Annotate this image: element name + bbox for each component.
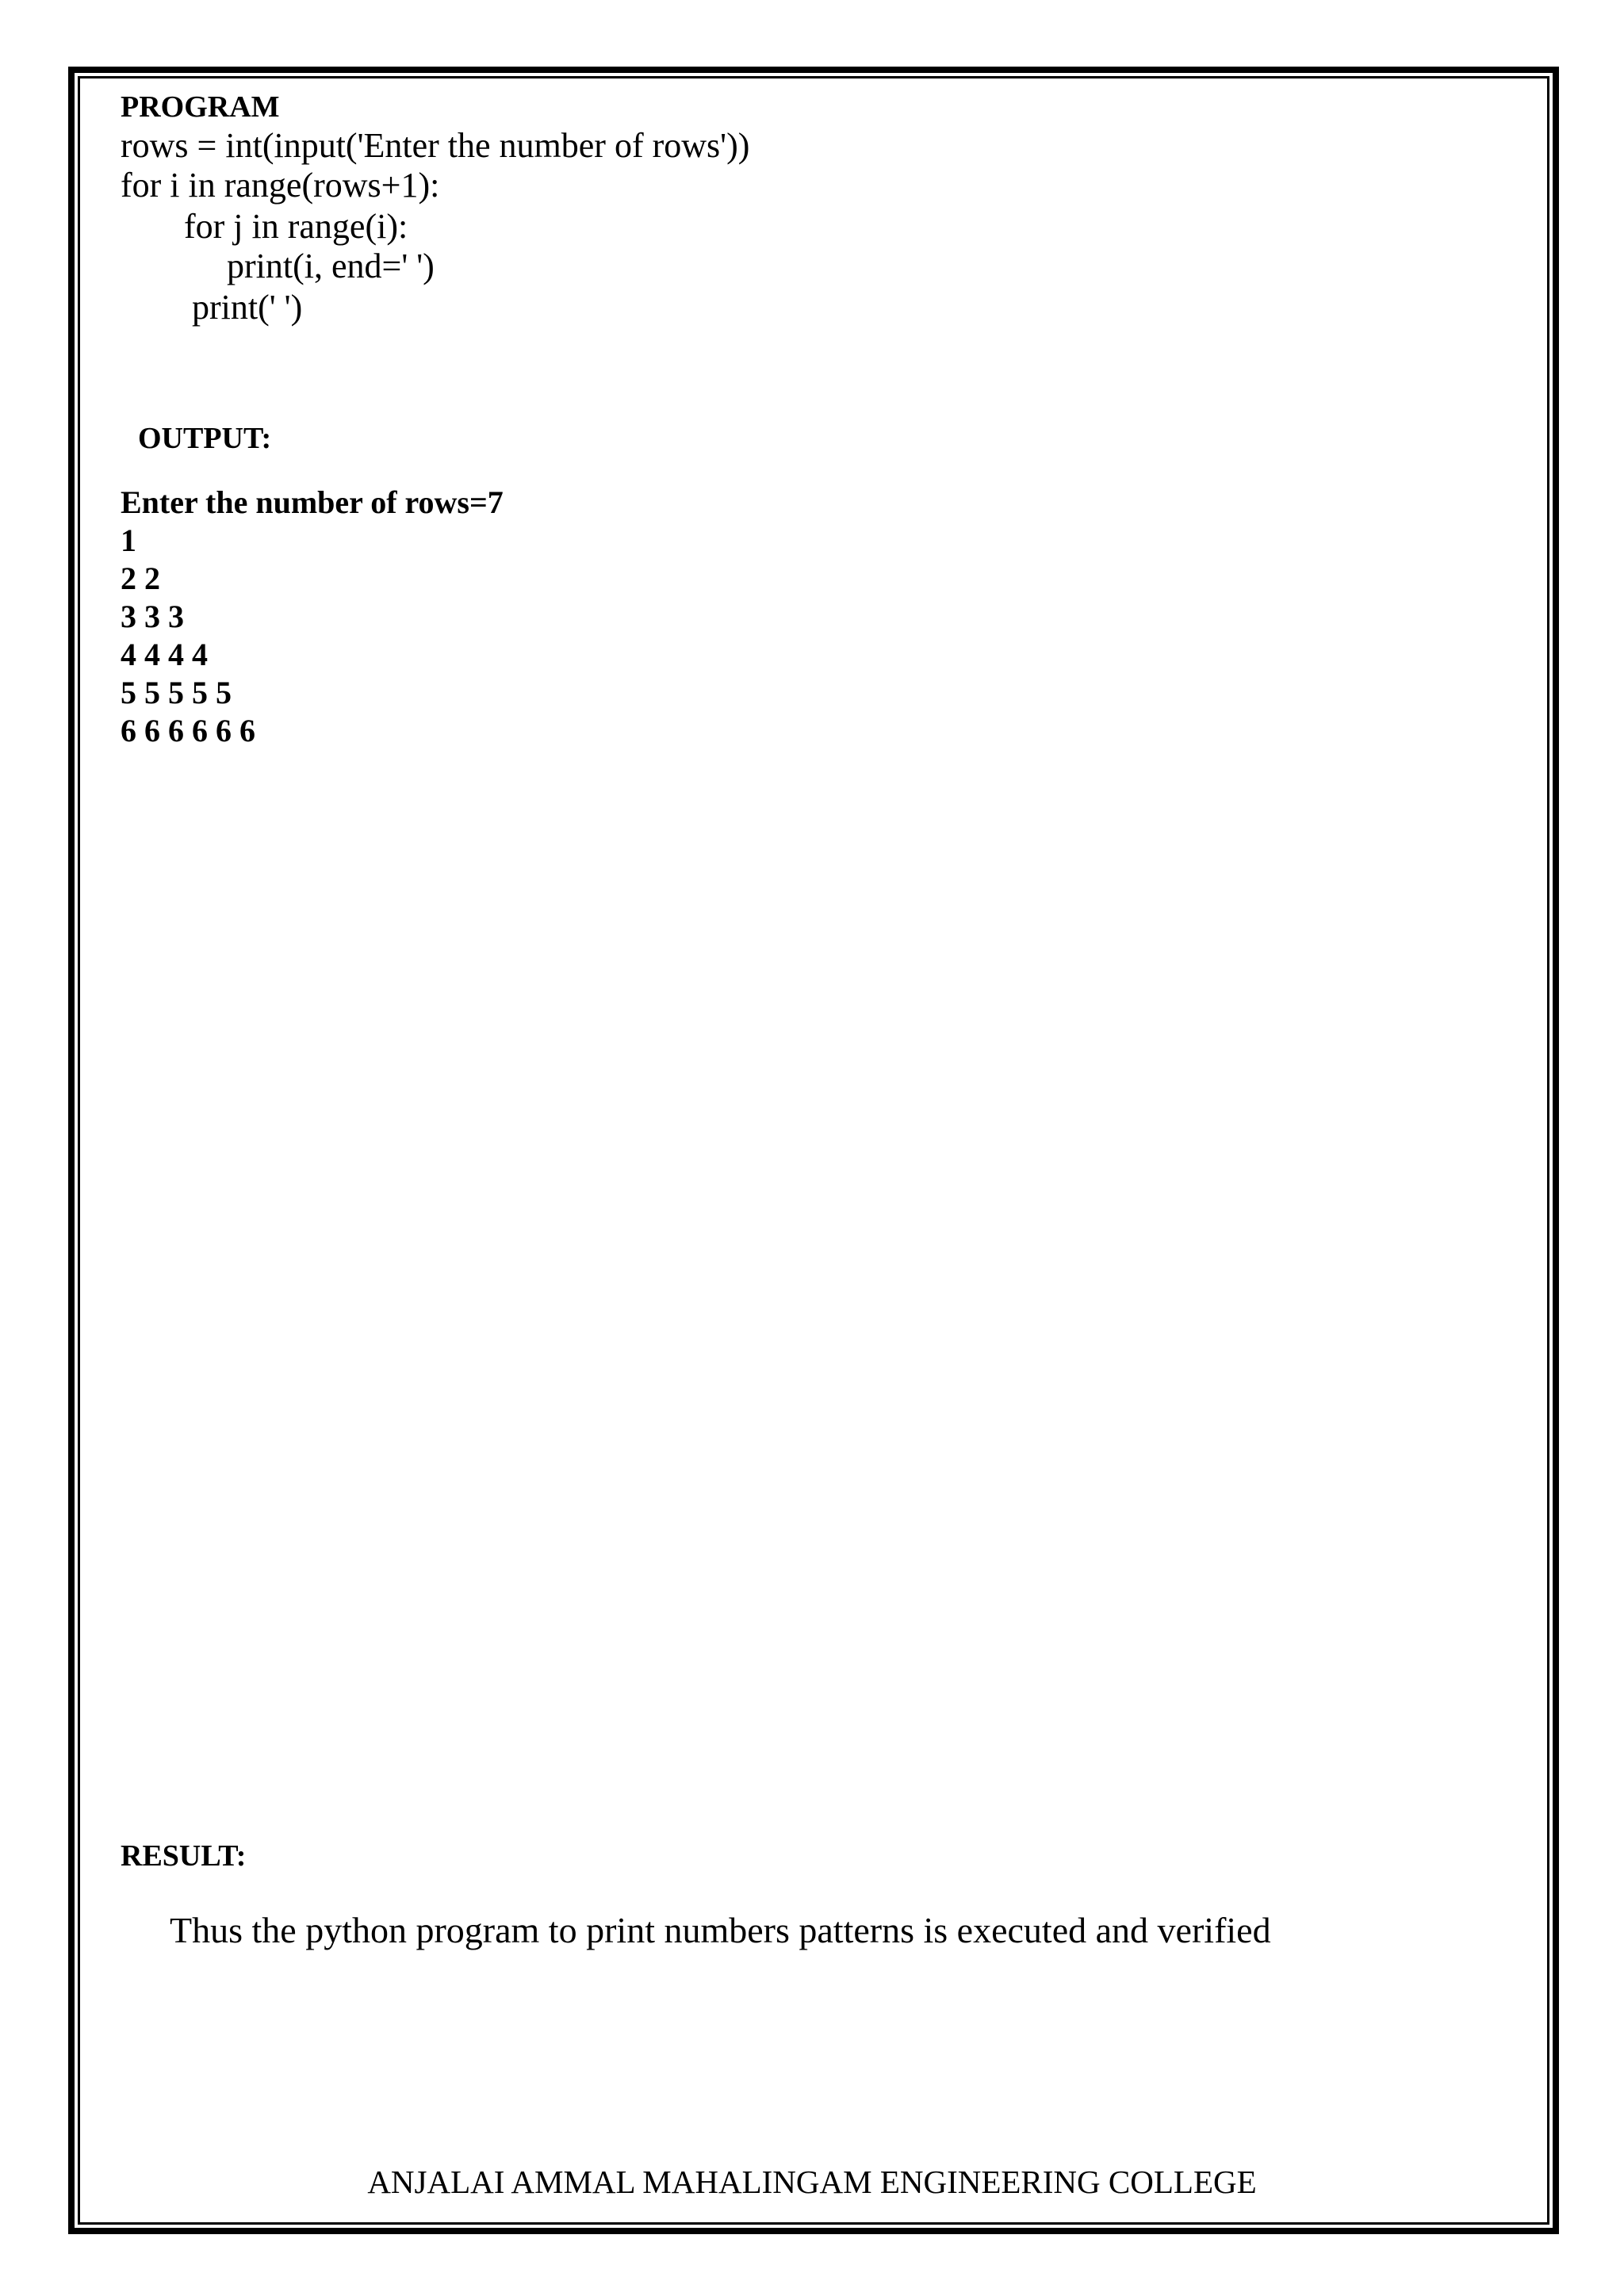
footer-college-name: ANJALAI AMMAL MAHALINGAM ENGINEERING COLLEGE — [367, 2164, 1257, 2200]
output-prompt: Enter the number of rows=7 — [121, 484, 504, 520]
output-heading: OUTPUT: — [138, 422, 272, 455]
output-line-3: 3 3 3 — [121, 599, 184, 634]
output-line-1: 1 — [121, 522, 136, 558]
code-line-2: for i in range(rows+1): — [121, 166, 440, 205]
result-heading: RESULT: — [121, 1839, 247, 1873]
code-line-5: print(' ') — [192, 288, 303, 327]
code-line-1: rows = int(input('Enter the number of rows')) — [121, 126, 750, 165]
output-line-4: 4 4 4 4 — [121, 637, 208, 672]
output-line-6: 6 6 6 6 6 6 — [121, 713, 255, 748]
code-line-4: print(i, end=' ') — [227, 247, 435, 285]
code-line-3: for j in range(i): — [184, 207, 408, 246]
page-border-inner — [78, 76, 1549, 2225]
output-line-2: 2 2 — [121, 561, 160, 596]
output-line-5: 5 5 5 5 5 — [121, 675, 232, 710]
program-heading: PROGRAM — [121, 90, 280, 124]
result-text: Thus the python program to print numbers patterns is executed and verified — [170, 1910, 1271, 1950]
